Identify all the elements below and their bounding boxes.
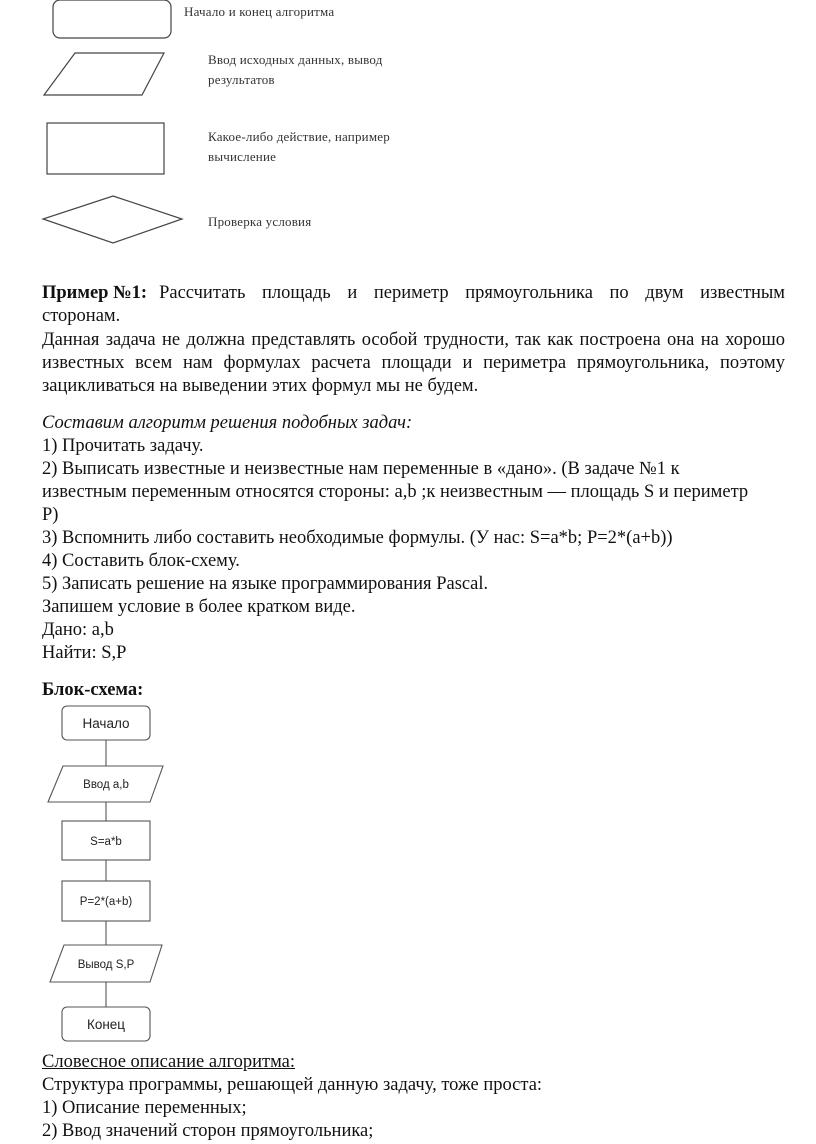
legend-text-line: Какое-либо действие, например: [208, 129, 390, 144]
example-desc-line-2: известных всем нам формулах расчета площади и периметра прямоугольника, поэтому: [42, 353, 785, 373]
algorithm-step: известным переменным относятся стороны: a,b ;к неизвестным — площадь S и периметр: [42, 482, 749, 502]
algorithm-heading: Составим алгоритм решения подобных задач:: [42, 413, 413, 433]
example-desc-line-1: Данная задача не должна представлять особой трудности, так как построена она на хорошо: [42, 330, 785, 350]
verbal-line: Структура программы, решающей данную задачу, тоже проста:: [42, 1075, 543, 1095]
legend-text-line: Ввод исходных данных, вывод: [208, 52, 383, 67]
example-task-line-1: Рассчитать площадь и периметр прямоугольника по двум известным: [159, 283, 785, 303]
example-desc-line-3: зацикливаться на выведении этих формул мы не будем.: [42, 376, 479, 396]
flow-output-label: Вывод S,P: [77, 959, 135, 971]
legend-text-line: Проверка условия: [208, 214, 312, 229]
algorithm-step: 5) Записать решение на языке программирования Pascal.: [42, 574, 489, 594]
algorithm-step: 4) Составить блок-схему.: [42, 551, 240, 571]
verbal-heading: Словесное описание алгоритма:: [42, 1052, 296, 1072]
algorithm-step: Запишем условие в более кратком виде.: [42, 597, 356, 617]
legend-text-line: Начало и конец алгоритма: [184, 4, 335, 19]
example-label: Пример №1:: [42, 283, 148, 303]
algorithm-step: Найти: S,P: [42, 643, 127, 663]
flow-perimeter-label: P=2*(a+b): [79, 896, 133, 908]
algorithm-step: P): [42, 505, 59, 525]
example-task-line-2: сторонам.: [42, 306, 121, 326]
algorithm-step: 2) Выписать известные и неизвестные нам переменные в «дано». (В задаче №1 к: [42, 459, 680, 479]
algorithm-step: 3) Вспомнить либо составить необходимые формулы. (У нас: S=a*b; P=2*(a+b)): [42, 528, 673, 548]
verbal-line: 2) Ввод значений сторон прямоугольника;: [42, 1121, 374, 1141]
flow-area-label: S=a*b: [90, 836, 122, 848]
verbal-line: 1) Описание переменных;: [42, 1098, 247, 1118]
legend-text-line: вычисление: [208, 149, 277, 164]
algorithm-step: Дано: a,b: [42, 620, 114, 640]
flow-start-label: Начало: [82, 716, 130, 731]
flow-end-label: Конец: [86, 1017, 126, 1032]
flow-input-label: Ввод a,b: [83, 779, 129, 791]
legend-text-line: результатов: [208, 72, 275, 87]
algorithm-step: 1) Прочитать задачу.: [42, 436, 204, 456]
flowchart-heading: Блок-схема:: [42, 680, 144, 700]
